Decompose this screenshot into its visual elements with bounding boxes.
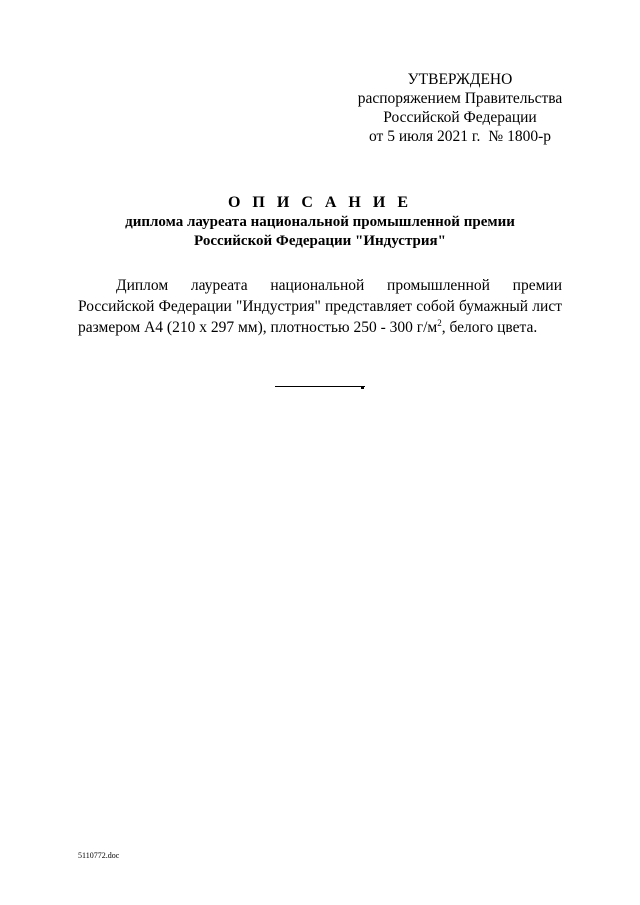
approval-block — [340, 70, 580, 146]
document-title: О П И С А Н И Е — [227, 194, 412, 211]
document-subtitle-line1: диплома лауреата национальной промышленной премии — [125, 214, 515, 230]
approval-title: УТВЕРЖДЕНО — [407, 71, 513, 88]
end-separator-line — [275, 386, 365, 387]
description-text-end: , белого цвета. — [441, 319, 538, 336]
description-text: Диплом лауреата национальной промышленной премии Российской Федерации "Индустрия" представляет собой бумажный лист размером А4 (210 х 297 мм), плотностью 250 - 300 г/м — [78, 277, 562, 336]
end-separator-mark — [361, 387, 364, 389]
approval-date-line — [340, 127, 580, 146]
approval-date: от 5 июля 2021 г. — [369, 128, 481, 145]
approval-number: № 1800-р — [488, 128, 551, 145]
description-paragraph — [78, 275, 562, 338]
approval-issuer-line2: Российской Федерации — [383, 109, 537, 126]
file-reference: 5110772.doc — [78, 851, 120, 860]
description-superscript: 2 — [437, 318, 442, 328]
document-heading — [70, 193, 570, 251]
approval-issuer-line1: распоряжением Правительства — [357, 90, 563, 107]
document-subtitle-line2: Российской Федерации "Индустрия" — [194, 233, 446, 249]
